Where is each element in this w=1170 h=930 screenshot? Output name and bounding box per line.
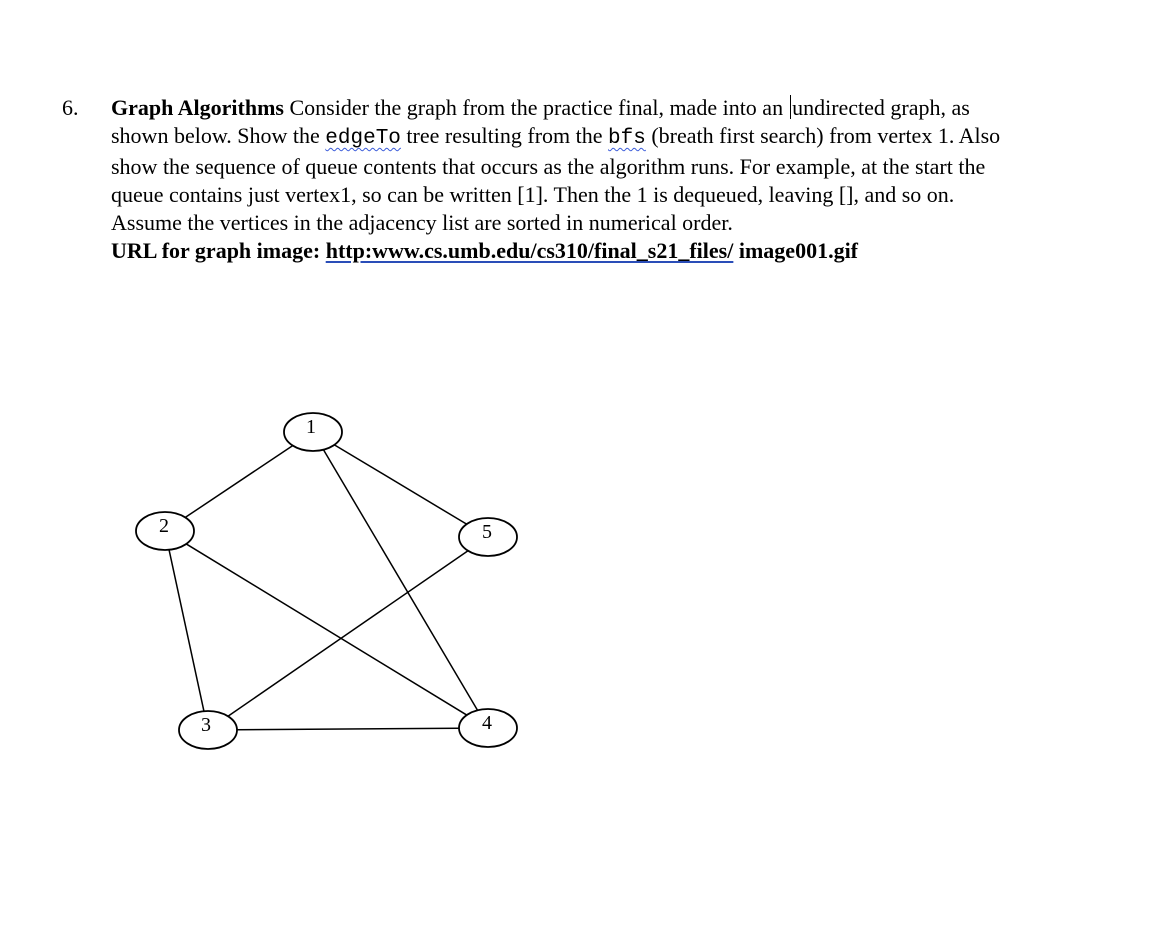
question-line-1-text-b: undirected graph, as	[792, 95, 970, 120]
question-number: 6.	[62, 95, 79, 120]
vertex-1-label: 1	[306, 416, 316, 438]
vertex-1	[284, 413, 342, 451]
edge-3-4	[237, 728, 459, 730]
question-line-4: queue contains just vertex1, so can be written [1]. Then the 1 is dequeued, leaving [], and so on.	[111, 182, 955, 207]
question-line-1-text-a: Consider the graph from the practice final, made into an	[283, 95, 789, 120]
question-line-2-text-c: (breath first search) from vertex 1. Also	[645, 123, 1001, 148]
question-line-2-text-b: tree resulting from the	[400, 123, 609, 148]
vertex-4	[459, 709, 517, 747]
vertex-2	[136, 512, 194, 550]
question-line-2-text-a: shown below. Show the	[111, 123, 326, 148]
edge-1-5	[334, 445, 466, 524]
question-line-5: Assume the vertices in the adjacency list are sorted in numerical order.	[111, 210, 733, 235]
edge-1-2	[185, 446, 292, 518]
vertex-4-label: 4	[482, 712, 492, 734]
vertex-3-label: 3	[201, 714, 211, 736]
question-line-3: show the sequence of queue contents that occurs as the algorithm runs. For example, at the start the	[111, 154, 986, 179]
code-edgeto: edgeTo	[325, 127, 401, 150]
graph-url-link[interactable]: http:www.cs.umb.edu/cs310/final_s21_files/	[325, 238, 734, 263]
question-title: Graph Algorithms	[111, 95, 284, 120]
url-filename: image001.gif	[733, 238, 859, 263]
vertex-5	[459, 518, 517, 556]
graph-edges	[169, 445, 477, 730]
code-bfs: bfs	[608, 127, 646, 150]
edge-1-4	[323, 450, 477, 711]
edge-2-4	[186, 544, 467, 715]
vertex-2-label: 2	[159, 515, 169, 537]
vertex-5-label: 5	[482, 521, 492, 543]
url-label: URL for graph image:	[111, 238, 326, 263]
graph-nodes	[136, 413, 517, 749]
vertex-3	[179, 711, 237, 749]
edge-2-3	[169, 550, 204, 711]
